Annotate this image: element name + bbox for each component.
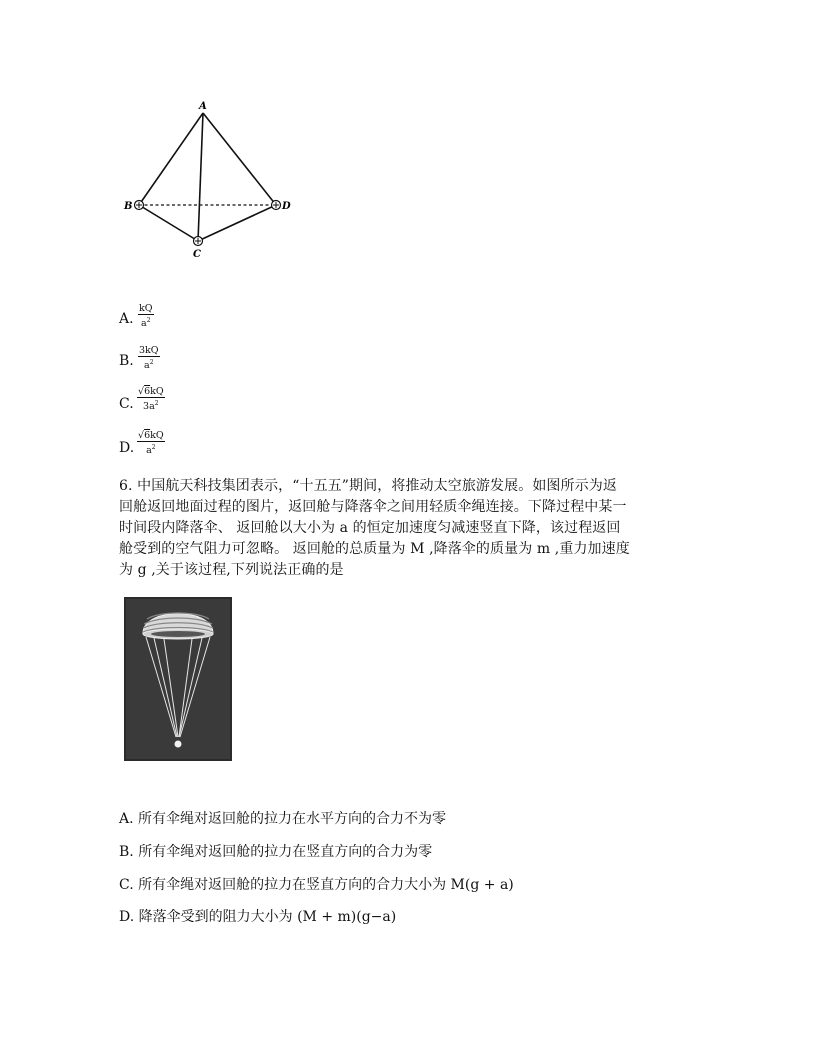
option-letter: C. <box>119 396 134 412</box>
option-letter: B. <box>119 353 134 369</box>
sqrt-icon: √6 <box>138 430 151 441</box>
tetrahedron-figure <box>110 95 310 270</box>
vertex-label-a: A <box>199 101 207 112</box>
option-letter: D. <box>119 440 135 456</box>
option-letter: A. <box>119 311 134 327</box>
option-fraction: $\frac{√6kQ}{a^2}$ <box>138 430 164 457</box>
q6-option-d[interactable]: D. 降落伞受到的阻力大小为 (M + m)(g−a) <box>119 909 397 925</box>
vertex-label-d: D <box>282 201 291 212</box>
charge-c-icon <box>194 237 203 246</box>
question-6-stem: 6. 中国航天科技集团表示，“十五五”期间，将推动太空旅游发展。如图所示为返 回舱返回地面过程的图片，返回舱与降落伞之间用轻质伞绳连接。下降过程中某一 时间段内降落伞、 返回舱以大小为 a 的恒定加速度匀减速竖直下降，该过程返回 舱受到的空气阻力可忽略。 返回舱的总质量为 M ,降落伞的质量为 m ,重力加速度 为 g ,关于该过程,下列说法正确的是 <box>119 478 630 578</box>
vertex-label-c: C <box>193 249 201 260</box>
q6-option-a[interactable]: A. 所有伞绳对返回舱的拉力在水平方向的合力不为零 <box>119 811 447 827</box>
q6-option-c[interactable]: C. 所有伞绳对返回舱的拉力在竖直方向的合力大小为 M(g + a) <box>119 877 514 893</box>
charge-d-icon <box>272 201 281 210</box>
sqrt-icon: √6 <box>138 386 151 397</box>
parachute-photo <box>124 597 232 761</box>
option-fraction: $\frac{kQ}{a^2}$ <box>139 303 153 330</box>
charge-b-icon <box>135 201 144 210</box>
option-fraction: $\frac{3kQ}{a^2}$ <box>139 345 159 372</box>
return-capsule-icon <box>175 741 182 748</box>
option-fraction: $\frac{√6kQ}{3a^2}$ <box>138 386 164 413</box>
q6-option-b[interactable]: B. 所有伞绳对返回舱的拉力在竖直方向的合力为零 <box>119 844 433 860</box>
vertex-label-b: B <box>124 201 133 212</box>
